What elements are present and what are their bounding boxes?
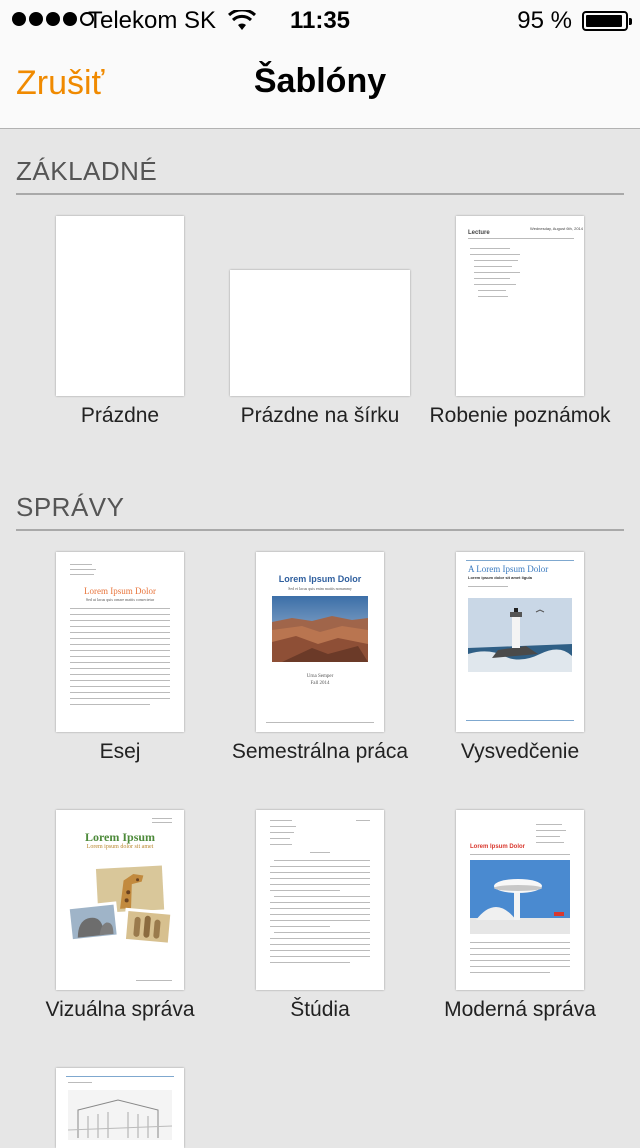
thumbnail-title: Lorem Ipsum Dolor: [84, 586, 156, 596]
template-thumbnail-essay[interactable]: [56, 552, 184, 732]
template-label: Vizuálna správa: [45, 998, 195, 1021]
template-label: Moderná správa: [444, 998, 596, 1021]
thumbnail-date: Fall 2014: [310, 681, 330, 686]
template-label: Semestrálna práca: [231, 740, 409, 763]
architecture-photo: [470, 860, 570, 934]
clock: 11:35: [289, 7, 351, 34]
thumbnail-subtitle: Lorem ipsum dolor sit amet: [86, 844, 154, 850]
template-thumbnail-partial[interactable]: [56, 1068, 184, 1148]
status-bar: [0, 0, 640, 40]
section-header-basic: ZÁKLADNÉ: [16, 156, 624, 195]
template-label: Štúdia: [290, 998, 350, 1021]
template-thumbnail-term-paper[interactable]: [256, 552, 384, 732]
animals-collage: [64, 858, 176, 950]
template-label: Prázdne na šírku: [240, 404, 400, 427]
thumbnail-author: Urna Semper: [306, 674, 334, 679]
thumbnail-title: Lorem Ipsum Dolor: [278, 574, 362, 584]
architecture-sketch: [68, 1090, 172, 1140]
template-thumbnail-blank-landscape[interactable]: [230, 270, 410, 396]
battery-percent: 95 %: [517, 7, 572, 34]
template-label: Prázdne: [80, 404, 160, 427]
thumbnail-title: Lorem Ipsum: [84, 830, 156, 844]
navigation-bar: [0, 40, 640, 129]
template-thumbnail-visual-report[interactable]: [56, 810, 184, 990]
thumbnail-title: Lorem Ipsum Dolor: [470, 844, 526, 850]
template-thumbnail-report-card[interactable]: [456, 552, 584, 732]
thumbnail-title: A Lorem Ipsum Dolor: [468, 564, 549, 574]
thumbnail-date: Wednesday, August 6th, 2014: [530, 226, 584, 231]
template-thumbnail-blank[interactable]: [56, 216, 184, 396]
cancel-button[interactable]: Zrušiť: [16, 64, 105, 102]
template-label: Esej: [99, 740, 141, 763]
thumbnail-subtitle: Lorem ipsum dolor sit amet ligula: [468, 575, 533, 580]
template-thumbnail-study[interactable]: [256, 810, 384, 990]
template-thumbnail-note-taking[interactable]: [456, 216, 584, 396]
canyon-photo: [272, 596, 368, 662]
thumbnail-subtitle: Sed ut lacus quis ornare mattis consectetur: [85, 597, 155, 602]
carrier-name: Telekom SK: [88, 7, 217, 34]
battery-fill: [586, 15, 622, 27]
lighthouse-photo: [468, 598, 572, 672]
page-title: Šablóny: [253, 62, 387, 100]
template-label: Vysvedčenie: [460, 740, 580, 763]
thumbnail-subtitle: Sed et lacus quis enim mattis nonummy: [288, 586, 352, 591]
battery-icon: [582, 11, 628, 31]
thumbnail-heading: Lecture: [468, 230, 490, 236]
section-header-reports: SPRÁVY: [16, 492, 624, 531]
template-label: Robenie poznámok: [429, 404, 611, 427]
template-thumbnail-modern-report[interactable]: [456, 810, 584, 990]
